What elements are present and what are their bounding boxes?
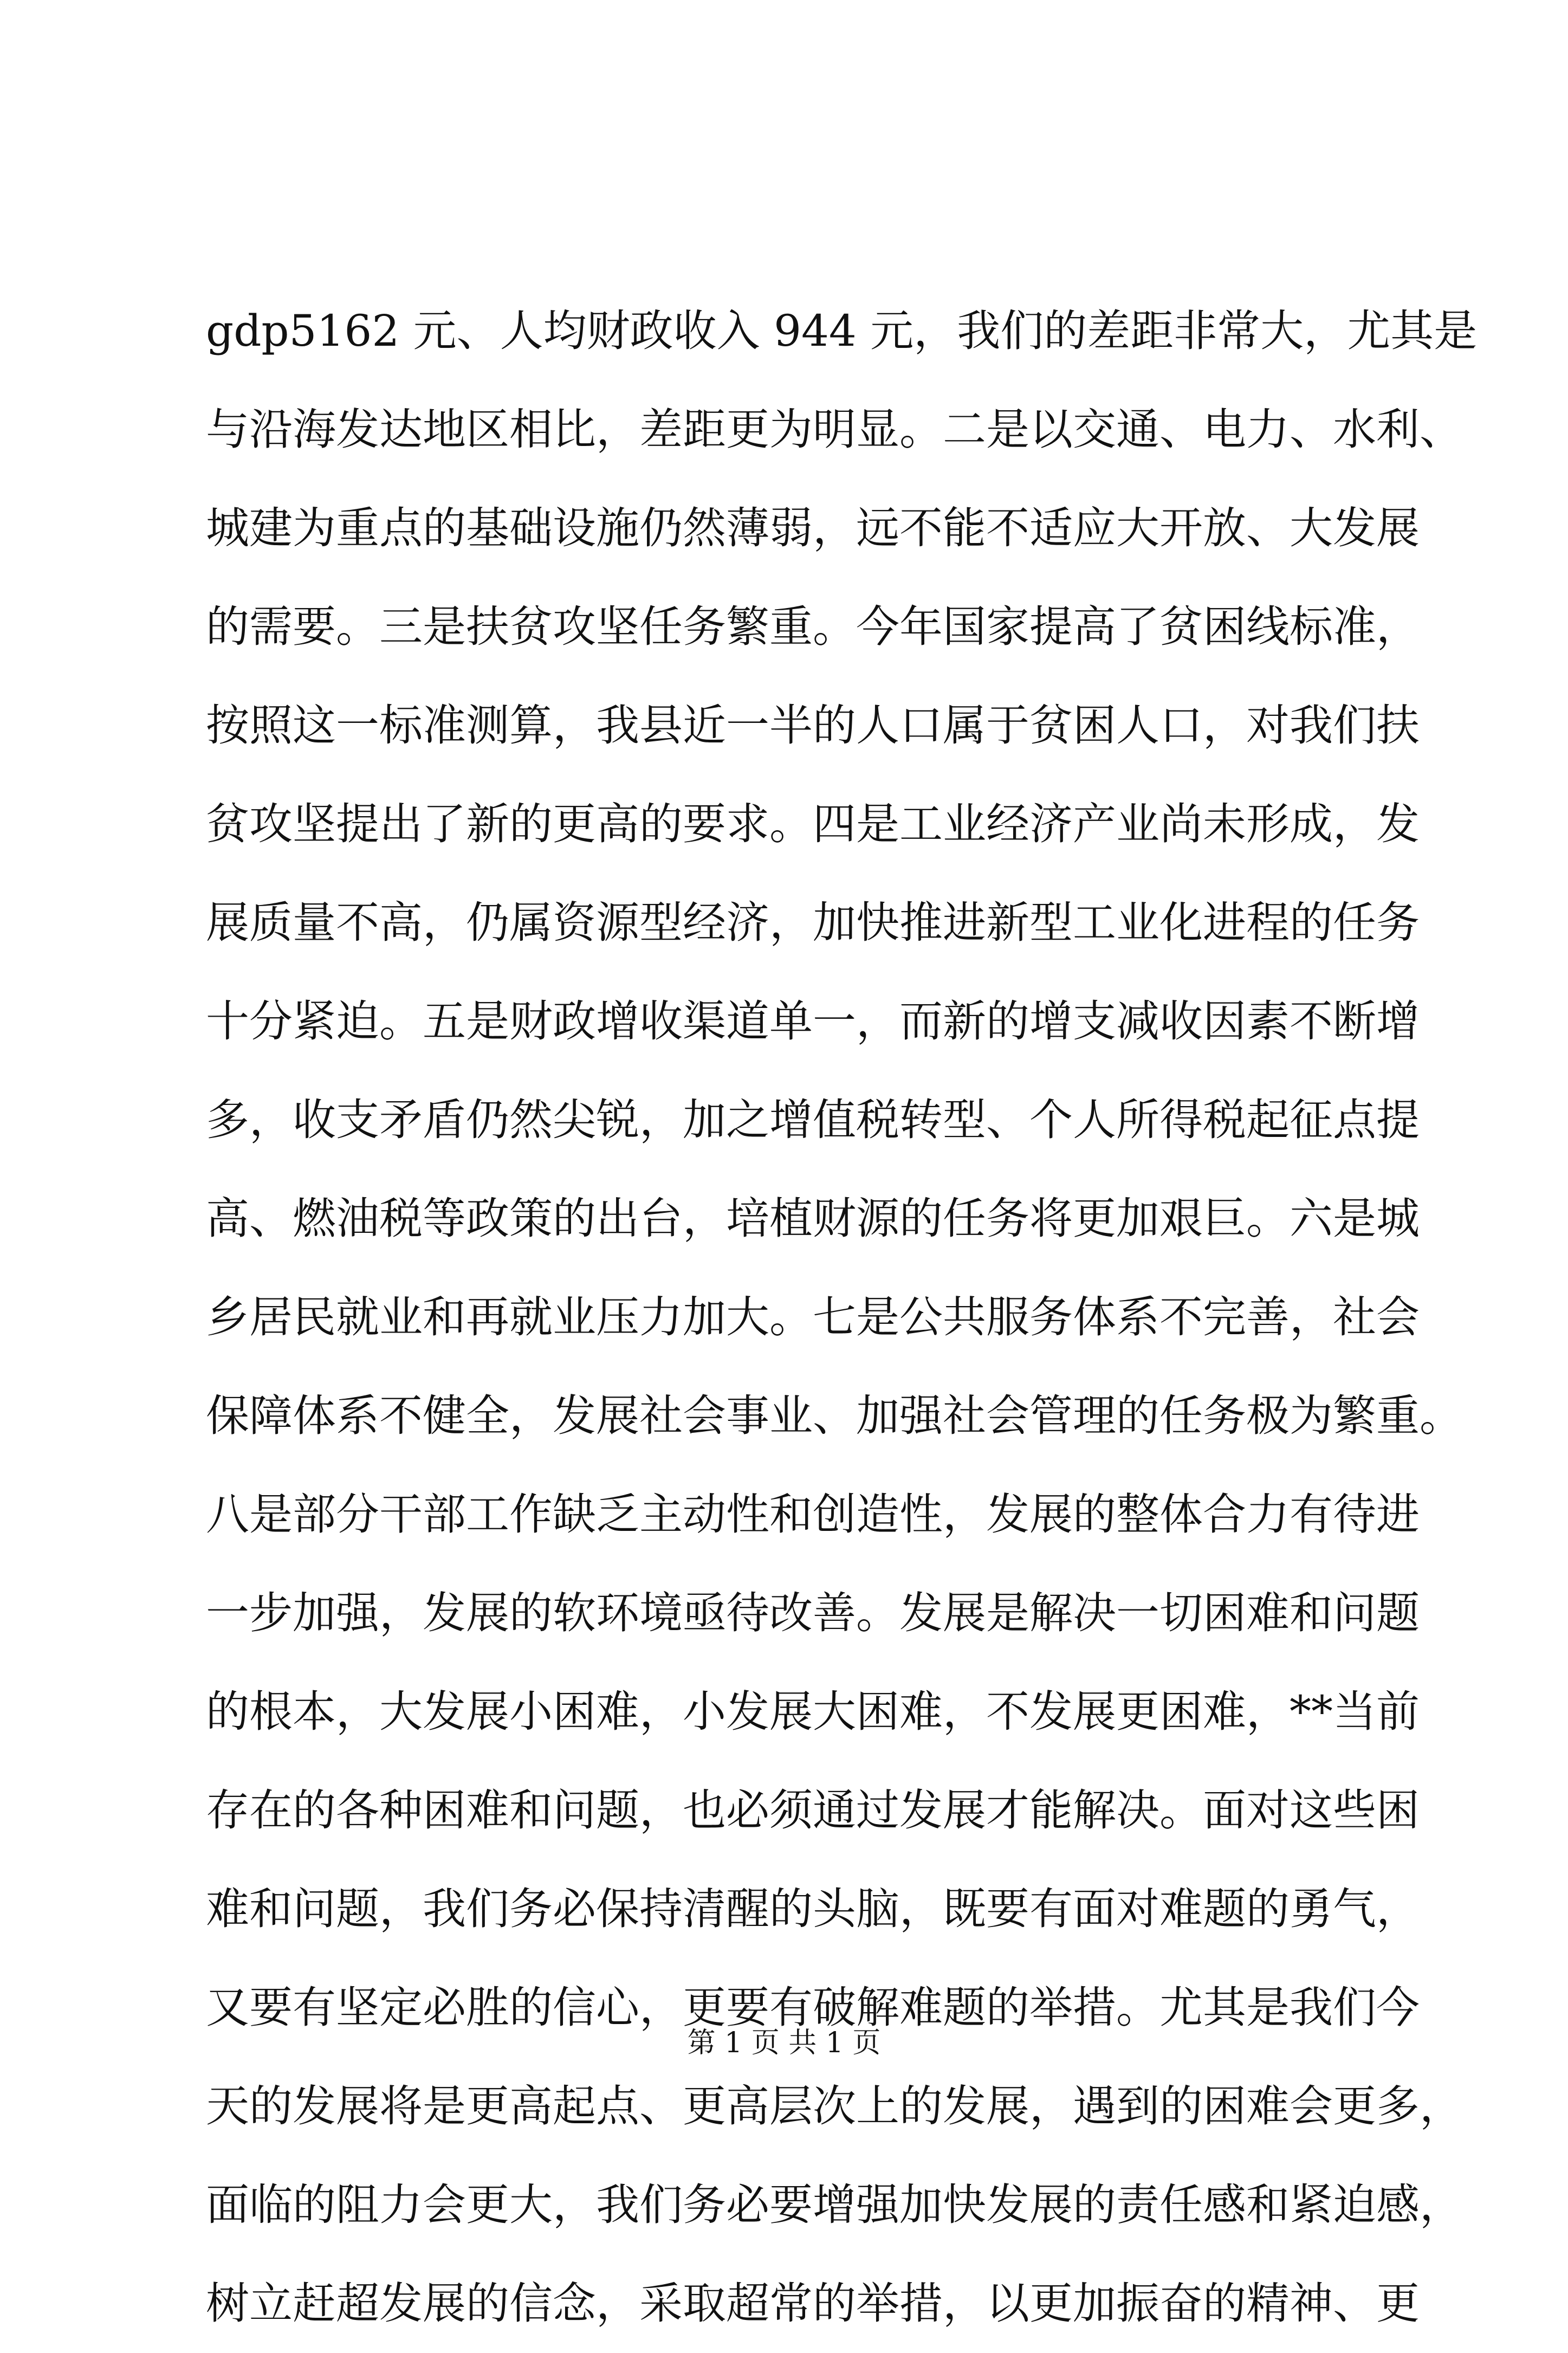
page-footer: 第 1 页 共 1 页 (687, 2027, 881, 2059)
text-line-11: 乡居民就业和再就业压力加大。七是公共服务体系不完善，社会 (206, 1292, 1420, 1342)
text-line-17: 难和问题，我们务必保持清醒的头脑，既要有面对难题的勇气， (206, 1884, 1420, 1934)
text-line-18: 又要有坚定必胜的信心，更要有破解难题的举措。尤其是我们今 (206, 1982, 1420, 2033)
text-line-16: 存在的各种困难和问题，也必须通过发展才能解决。面对这些困 (206, 1785, 1420, 1835)
text-line-8: 十分紧迫。五是财政增收渠道单一，而新的增支减收因素不断增 (206, 996, 1420, 1046)
text-line-3: 城建为重点的基础设施仍然薄弱，远不能不适应大开放、大发展 (206, 503, 1420, 553)
text-line-7: 展质量不高，仍属资源型经济，加快推进新型工业化进程的任务 (206, 897, 1420, 948)
text-line-5: 按照这一标准测算，我县近一半的人口属于贫困人口，对我们扶 (206, 700, 1420, 751)
text-line-13: 八是部分干部工作缺乏主动性和创造性，发展的整体合力有待进 (206, 1489, 1420, 1540)
text-line-9: 多，收支矛盾仍然尖锐，加之增值税转型、个人所得税起征点提 (206, 1095, 1420, 1145)
text-line-21: 树立赶超发展的信念，采取超常的举措，以更加振奋的精神、更 (206, 2278, 1420, 2329)
text-line-19: 天的发展将是更高起点、更高层次上的发展，遇到的困难会更多， (206, 2081, 1463, 2131)
text-line-10: 高、燃油税等政策的出台，培植财源的任务将更加艰巨。六是城 (206, 1193, 1420, 1244)
text-line-12: 保障体系不健全，发展社会事业、加强社会管理的任务极为繁重。 (206, 1391, 1463, 1441)
text-line-4: 的需要。三是扶贫攻坚任务繁重。今年国家提高了贫困线标准， (206, 602, 1420, 652)
text-line-2: 与沿海发达地区相比，差距更为明显。二是以交通、电力、水利、 (206, 404, 1463, 455)
text-line-1: gdp5162 元、人均财政收入 944 元，我们的差距非常大，尤其是 (206, 306, 1478, 356)
text-line-15: 的根本，大发展小困难，小发展大困难，不发展更困难，**当前 (206, 1686, 1420, 1737)
text-line-6: 贫攻坚提出了新的更高的要求。四是工业经济产业尚未形成，发 (206, 799, 1420, 849)
text-line-20: 面临的阻力会更大，我们务必要增强加快发展的责任感和紧迫感， (206, 2180, 1463, 2230)
text-line-14: 一步加强，发展的软环境亟待改善。发展是解决一切困难和问题 (206, 1588, 1420, 1638)
